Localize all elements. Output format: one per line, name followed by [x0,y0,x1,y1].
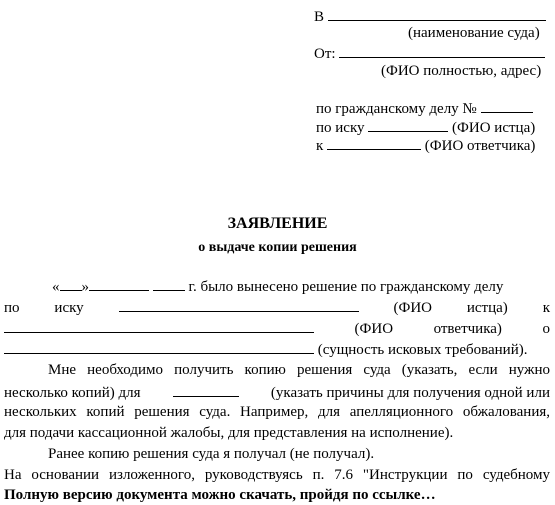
p4-line: На основании изложенного, руководствуясь п. 7.6 "Инструкции по судебному [4,467,550,483]
plaintiff-blank [368,117,448,132]
to-label: к [316,138,324,154]
p1-l3-a: (ФИО [354,321,394,337]
defendant-hint: (ФИО ответчика) [424,138,536,154]
p1-l2-e: к [542,300,550,316]
court-line [314,6,546,26]
doc-subtitle: о выдаче копии решения [198,240,357,255]
claim-line [316,117,535,137]
month-blank [89,276,149,291]
day-blank [60,276,82,291]
to-prefix: В [314,9,325,25]
purpose-blank [173,382,239,397]
p1-l3-b: ответчика) [433,321,502,337]
p2-l2-a: несколько копий) для [4,385,141,401]
applicant-hint: (ФИО полностью, адрес) [381,63,542,79]
case-line [316,98,533,118]
claims-blank [4,339,314,354]
applicant-blank [339,43,545,58]
p1-line-4 [4,339,527,359]
p1-line-2 [4,297,550,317]
claim-label: по иску [316,120,365,136]
defendant-blank-2 [4,318,314,333]
court-hint: (наименование суда) [408,25,540,41]
p1-l2-c: (ФИО [393,300,432,316]
p1-line-1 [52,276,550,296]
p2-line-2 [4,382,550,402]
plaintiff-hint: (ФИО истца) [452,120,536,136]
plaintiff-blank-2 [119,297,359,312]
p2-l2-b: (указать причины для получения одной или [270,385,550,401]
date-open-quote: « [52,279,60,295]
from-line [314,43,545,63]
p2-line-4: для подачи кассационной жалобы, для представления на исполнение). [4,425,454,441]
p1-line-3 [4,318,550,338]
p1-year-text: г. было вынесено решение по гражданскому делу [188,279,504,295]
defendant-line [316,135,535,155]
p1-l2-b: иску [54,300,84,316]
p1-l4-text: (сущность исковых требований). [317,342,528,358]
p1-l3-c: о [542,321,550,337]
case-label: по гражданскому делу № [316,101,477,117]
year-blank [153,276,185,291]
case-number-blank [481,98,533,113]
p3-line: Ранее копию решения суда я получал (не получал). [48,446,375,462]
doc-title: ЗАЯВЛЕНИЕ [227,215,328,232]
download-note[interactable]: Полную версию документа можно скачать, пройдя по ссылке… [4,487,436,503]
date-close-quote: » [81,279,89,295]
from-prefix: От: [314,46,336,62]
court-blank [328,6,546,21]
defendant-blank [327,135,421,150]
p2-line-1: Мне необходимо получить копию решения суда (указать, если нужно [48,362,550,378]
p1-l2-d: истца) [466,300,508,316]
p1-l2-a: по [4,300,20,316]
p2-line-3: нескольких копий решения суда. Например, для апелляционного обжалования, [4,404,550,420]
